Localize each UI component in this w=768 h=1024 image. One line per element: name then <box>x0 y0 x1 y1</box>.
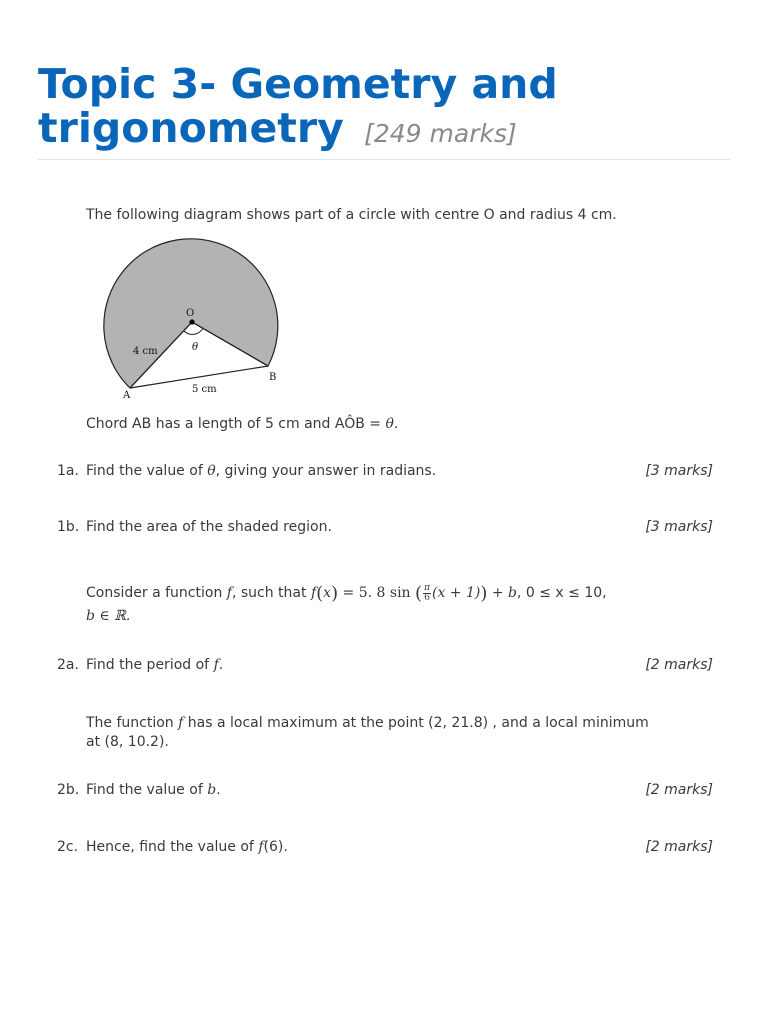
local-extrema-text: The function f has a local maximum at the point (2, 21.8) , and a local minimum at (8, 10.2). <box>86 715 649 750</box>
title-text: Topic 3- Geometry and trigonometry <box>38 60 558 152</box>
question-number: 2a. <box>57 657 79 673</box>
label-a: A <box>123 390 131 401</box>
label-chord: 5 cm <box>192 384 217 395</box>
page-title <box>38 62 738 156</box>
question-number: 1b. <box>57 519 80 535</box>
circle-sector-diagram <box>100 230 290 402</box>
label-b: B <box>269 372 277 383</box>
question-1a: 1a. Find the value of θ, giving your answer in radians. [3 marks] <box>57 463 713 479</box>
label-radius: 4 cm <box>133 346 158 357</box>
label-o: O <box>186 308 195 319</box>
question-2b: 2b. Find the value of b. [2 marks] <box>57 782 713 798</box>
theta-symbol: θ <box>207 463 216 479</box>
chord-info-text: Chord AB has a length of 5 cm and AÔB = θ. <box>86 416 399 432</box>
centre-point-o <box>189 319 194 324</box>
title-divider <box>38 159 730 160</box>
theta-symbol: θ <box>385 416 394 432</box>
question-2c: 2c. Hence, find the value of f(6). [2 marks] <box>57 839 713 855</box>
question-marks: [3 marks] <box>645 463 713 479</box>
question-marks: [3 marks] <box>645 519 713 535</box>
pi-over-6-fraction: $\frac{\pi}{6}$ <box>424 582 430 603</box>
question-marks: [2 marks] <box>645 839 713 855</box>
function-definition-text: Consider a function f, such that f(x) = 5. 8 sin ( $\frac{\pi}{6}$ (x + 1)) + b, 0 ≤ x ≤ 10, b ∈ ℝ. <box>86 582 607 624</box>
question-marks: [2 marks] <box>645 657 713 673</box>
angle-theta-arc <box>184 328 203 334</box>
question-1b: 1b. Find the area of the shaded region. [3 marks] <box>57 519 713 535</box>
function-expression: f(x) = 5. 8 sin ( $\frac{\pi}{6}$ (x + 1)) + b <box>310 582 517 604</box>
question-marks: [2 marks] <box>645 782 713 798</box>
question-number: 2c. <box>57 839 79 855</box>
intro-circle-text: The following diagram shows part of a circle with centre O and radius 4 cm. <box>86 207 617 223</box>
question-2a: 2a. Find the period of f. [2 marks] <box>57 657 713 673</box>
question-number: 1a. <box>57 463 79 479</box>
label-theta: θ <box>192 342 199 353</box>
question-number: 2b. <box>57 782 80 798</box>
total-marks: [249 marks] <box>364 119 517 148</box>
